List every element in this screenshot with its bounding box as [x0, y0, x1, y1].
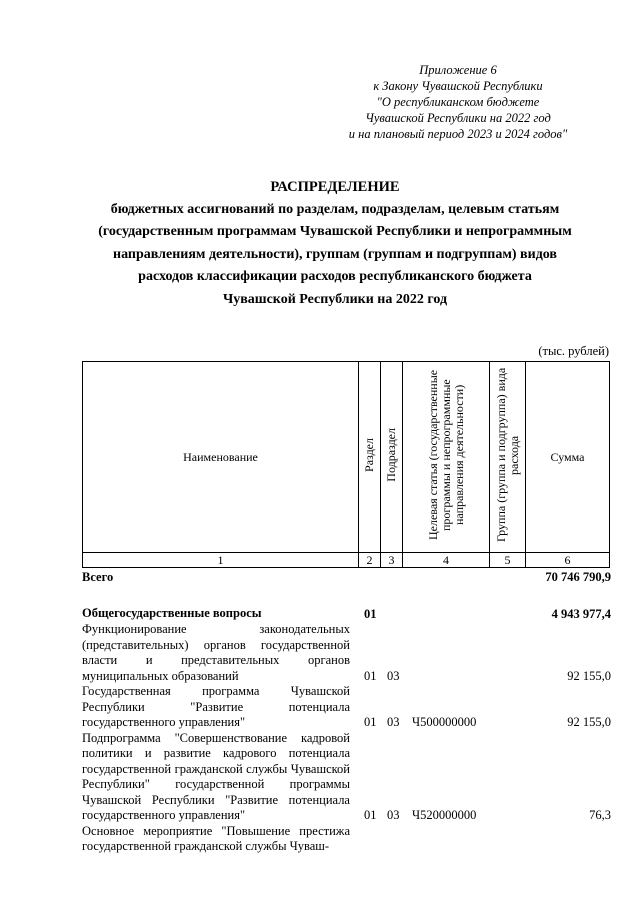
- row-subsection: 03: [387, 715, 400, 729]
- header-group: [490, 362, 526, 553]
- row-target: Ч500000000: [412, 715, 477, 729]
- header-subsection-label: Подраздел: [384, 428, 398, 482]
- header-group-label: Группа (группа и подгруппа) вида расхода: [493, 367, 521, 543]
- row-section: 01: [364, 668, 377, 683]
- document-title: [80, 176, 590, 311]
- title-main: РАСПРЕДЕЛЕНИЕ: [270, 179, 400, 195]
- table-row: [82, 824, 611, 855]
- table-header: [82, 361, 610, 568]
- row-sum: 4 943 977,4: [551, 606, 611, 621]
- units-label: (тыс. рублей): [538, 344, 609, 358]
- header-target: [403, 362, 490, 553]
- appendix-block: [330, 62, 586, 142]
- row-sum: 70 746 790,9: [545, 570, 611, 584]
- row-name: Подпрограмма "Совершенствование кадровой политики и развитие кадрового потенциала государственной гражданской службы Чувашской Республики" государственной программы Чувашской Республики "Развитие потенциала государственного управления": [82, 730, 350, 822]
- appendix-line: к Закону Чувашской Республики: [373, 79, 543, 93]
- header-subsection: [381, 362, 403, 553]
- row-target: Ч520000000: [412, 808, 477, 822]
- row-name: Основное мероприятие "Повышение престижа государственной гражданской службы Чуваш-: [82, 823, 350, 853]
- appendix-line: "О республиканском бюджете: [376, 95, 540, 109]
- table-row: [82, 731, 611, 824]
- column-number: 2: [359, 553, 381, 568]
- table-row: [82, 622, 611, 684]
- appendix-line: Чувашской Республики на 2022 год: [365, 111, 551, 125]
- row-subsection: 03: [387, 808, 400, 822]
- header-sum: Сумма: [526, 362, 610, 553]
- column-number: 6: [526, 553, 610, 568]
- row-sum: 92 155,0: [567, 715, 611, 729]
- appendix-line: и на плановый период 2023 и 2024 годов": [348, 127, 568, 141]
- table-row: [82, 684, 611, 731]
- row-name: Всего: [82, 570, 114, 584]
- column-number: 5: [490, 553, 526, 568]
- header-name: Наименование: [83, 362, 359, 553]
- title-line: (государственным программам Чувашской Республики и непрограммным: [98, 224, 572, 239]
- row-name: Общегосударственные вопросы: [82, 606, 262, 620]
- row-section: 01: [364, 606, 377, 621]
- column-number: 3: [381, 553, 403, 568]
- table-row: [82, 570, 611, 606]
- row-name: Функционирование законодательных (представительных) органов государственной власти и представительных органов муниципальных образований: [82, 622, 350, 683]
- row-sum: 76,3: [589, 808, 611, 822]
- column-number: 1: [83, 553, 359, 568]
- title-line: Чувашской Республики на 2022 год: [222, 291, 448, 307]
- table-body: [82, 570, 611, 855]
- row-section: 01: [364, 715, 377, 729]
- row-section: 01: [364, 808, 377, 822]
- header-section-label: Раздел: [362, 438, 376, 472]
- row-name: Государственная программа Чувашской Республики "Развитие потенциала государственного управления": [82, 684, 350, 729]
- header-section: [359, 362, 381, 553]
- title-line: бюджетных ассигнований по разделам, подразделам, целевым статьям: [110, 201, 560, 217]
- row-sum: 92 155,0: [567, 668, 611, 683]
- title-line: направлениям деятельности), группам (группам и подгруппам) видов: [113, 246, 557, 262]
- header-target-label: Целевая статья (государственные программы и непрограммные направления деятельности): [425, 369, 466, 541]
- table-row: [82, 606, 611, 622]
- title-line: расходов классификации расходов республиканского бюджета: [138, 269, 532, 284]
- appendix-line: Приложение 6: [419, 63, 497, 77]
- column-number: 4: [403, 553, 490, 568]
- row-subsection: 03: [387, 668, 400, 683]
